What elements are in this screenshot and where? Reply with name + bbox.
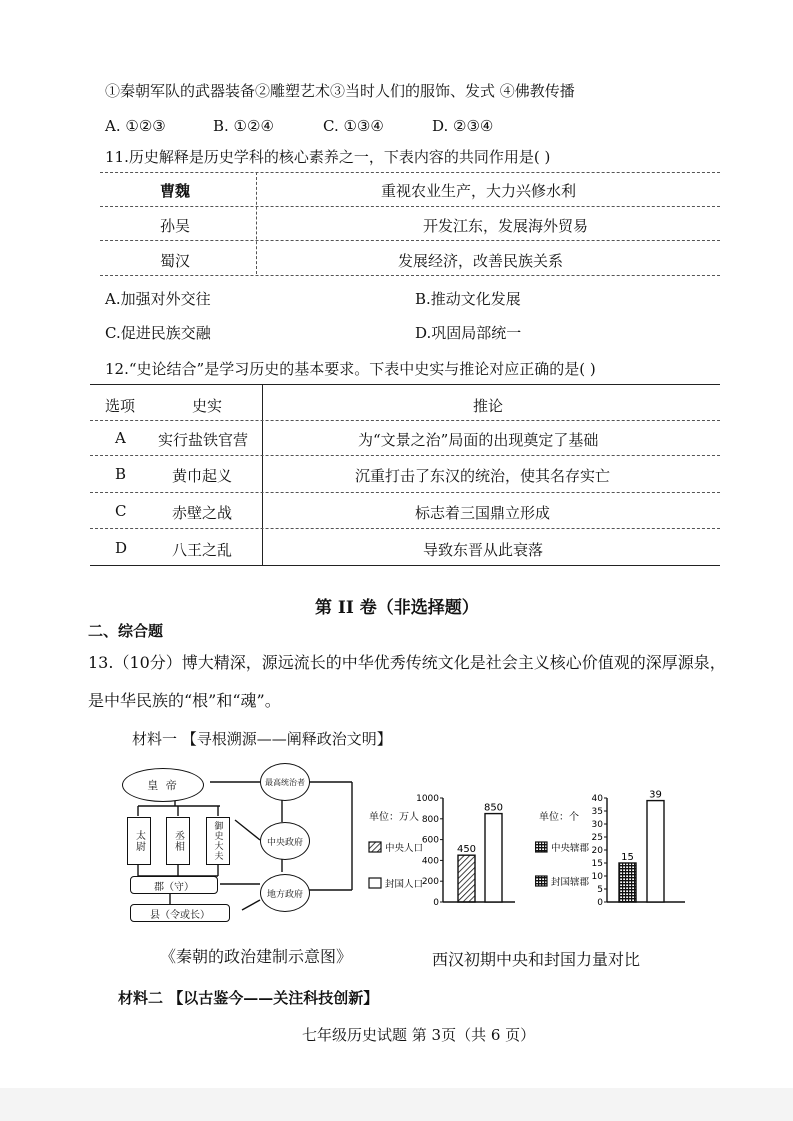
q12-header-fact: 史实	[192, 397, 223, 415]
section-title: 二、综合题	[88, 622, 164, 640]
q12-row-d-fact: 八王之乱	[172, 541, 233, 559]
y-tick-label: 25	[591, 833, 603, 843]
y-tick-label: 400	[421, 856, 439, 867]
q11-row3-policy: 发展经济，改善民族关系	[398, 252, 564, 270]
bar-1	[458, 855, 475, 902]
q11-stem: 11.历史解释是历史学科的核心素养之一，下表内容的共同作用是( )	[105, 148, 551, 166]
diagram-caption: 《秦朝的政治建制示意图》	[160, 947, 353, 966]
unit-label: 单位：万人	[369, 812, 419, 823]
diagram-local-circle: 地方政府	[260, 874, 310, 912]
y-tick-label: 0	[433, 898, 439, 908]
q12-row-a-opt: A	[115, 429, 126, 447]
legend-label: 中央人口	[385, 843, 424, 854]
q12-row-b-fact: 黄巾起义	[172, 467, 233, 485]
legend-label: 封国人口	[385, 879, 424, 890]
q12-row-a-inference: 为“文景之治”局面的出现奠定了基础	[358, 431, 599, 449]
q11-option-a: A.加强对外交往	[105, 290, 211, 308]
q12-row-c-inference: 标志着三国鼎立形成	[415, 504, 551, 522]
y-tick-label: 20	[591, 846, 603, 856]
legend-swatch	[535, 876, 547, 886]
q11-option-b: B.推动文化发展	[415, 290, 521, 308]
q13-line2: 是中华民族的“根”和“魂”。	[88, 691, 281, 710]
bottom-band	[0, 1088, 793, 1121]
legend-label: 中央辖郡	[551, 843, 590, 854]
q11-row1-policy: 重视农业生产，大力兴修水利	[381, 182, 577, 200]
diagram-emperor: 皇 帝	[122, 768, 204, 802]
diagram-xian: 县（令或长）	[130, 904, 230, 922]
y-tick-label: 15	[591, 859, 603, 869]
q12-row-d-opt: D	[115, 539, 128, 557]
diagram-central-circle: 中央政府	[260, 822, 310, 860]
q12-row-c-opt: C	[115, 502, 127, 520]
legend-swatch	[369, 842, 381, 852]
bar-value-label: 39	[649, 790, 662, 801]
bar-1	[619, 863, 636, 902]
y-tick-label: 40	[591, 794, 603, 804]
q11-option-d: D.巩固局部统一	[415, 324, 522, 342]
diagram-top-circle: 最高统治者	[260, 763, 310, 801]
q11-row2-policy: 开发江东，发展海外贸易	[423, 217, 589, 235]
bar-value-label: 850	[483, 802, 504, 814]
y-tick-label: 30	[591, 820, 603, 830]
q13-line1: 13.（10分）博大精深，源远流长的中华优秀传统文化是社会主义核心价值观的深厚源泉，	[88, 653, 726, 672]
chart-caption: 西汉初期中央和封国力量对比	[432, 950, 641, 969]
part2-title: 第 II 卷（非选择题）	[315, 598, 479, 618]
material2-title: 材料二 【以古鉴今——关注科技创新】	[118, 989, 379, 1007]
bar-2	[647, 801, 664, 902]
q12-header-inference: 推论	[473, 397, 504, 415]
legend-label: 封国辖郡	[551, 877, 590, 888]
diagram-chengxiang: 丞相	[166, 817, 190, 865]
q10-stem: ①秦朝军队的武器装备②雕塑艺术③当时人们的服饰、发式 ④佛教传播	[105, 82, 575, 100]
bar-value-label: 15	[621, 852, 634, 863]
diagram-taiwei: 太尉	[127, 817, 151, 865]
unit-label: 单位：个	[539, 812, 579, 823]
legend-swatch	[369, 878, 381, 888]
q12-row-b-opt: B	[115, 465, 127, 483]
q11-option-c: C.促进民族交融	[105, 324, 211, 342]
bar-2	[485, 814, 502, 902]
chart-commanderies	[535, 790, 695, 920]
q12-header-option: 选项	[105, 397, 136, 415]
q11-row1-state: 曹魏	[160, 182, 191, 200]
y-tick-label: 800	[421, 814, 439, 825]
page-footer: 七年级历史试题 第 3页（共 6 页）	[302, 1026, 536, 1044]
q10-option-b: B. ①②④	[213, 117, 274, 135]
y-tick-label: 5	[597, 885, 603, 895]
q12-stem: 12.“史论结合”是学习历史的基本要求。下表中史实与推论对应正确的是( )	[105, 360, 596, 378]
q10-option-d: D. ②③④	[432, 117, 494, 135]
y-tick-label: 1000	[416, 794, 439, 804]
q10-option-a: A. ①②③	[105, 117, 166, 135]
q12-row-b-inference: 沉重打击了东汉的统治，使其名存实亡	[355, 467, 611, 485]
y-tick-label: 200	[421, 877, 439, 888]
y-tick-label: 10	[591, 872, 603, 882]
q12-row-a-fact: 实行盐铁官营	[158, 431, 249, 449]
q12-row-d-inference: 导致东晋从此衰落	[423, 541, 544, 559]
bar-value-label: 450	[456, 844, 477, 856]
q12-row-c-fact: 赤壁之战	[172, 504, 233, 522]
q10-option-c: C. ①③④	[323, 117, 384, 135]
y-tick-label: 600	[421, 835, 439, 846]
q11-row3-state: 蜀汉	[160, 252, 191, 270]
legend-swatch	[535, 842, 547, 852]
y-tick-label: 0	[597, 898, 603, 908]
chart-population	[365, 790, 555, 920]
diagram-jun: 郡（守）	[130, 876, 218, 894]
y-tick-label: 35	[591, 807, 603, 817]
material1-title: 材料一 【寻根溯源——阐释政治文明】	[132, 730, 392, 748]
q11-row2-state: 孙吴	[160, 217, 191, 235]
diagram-yushi: 御史大夫	[206, 817, 230, 865]
